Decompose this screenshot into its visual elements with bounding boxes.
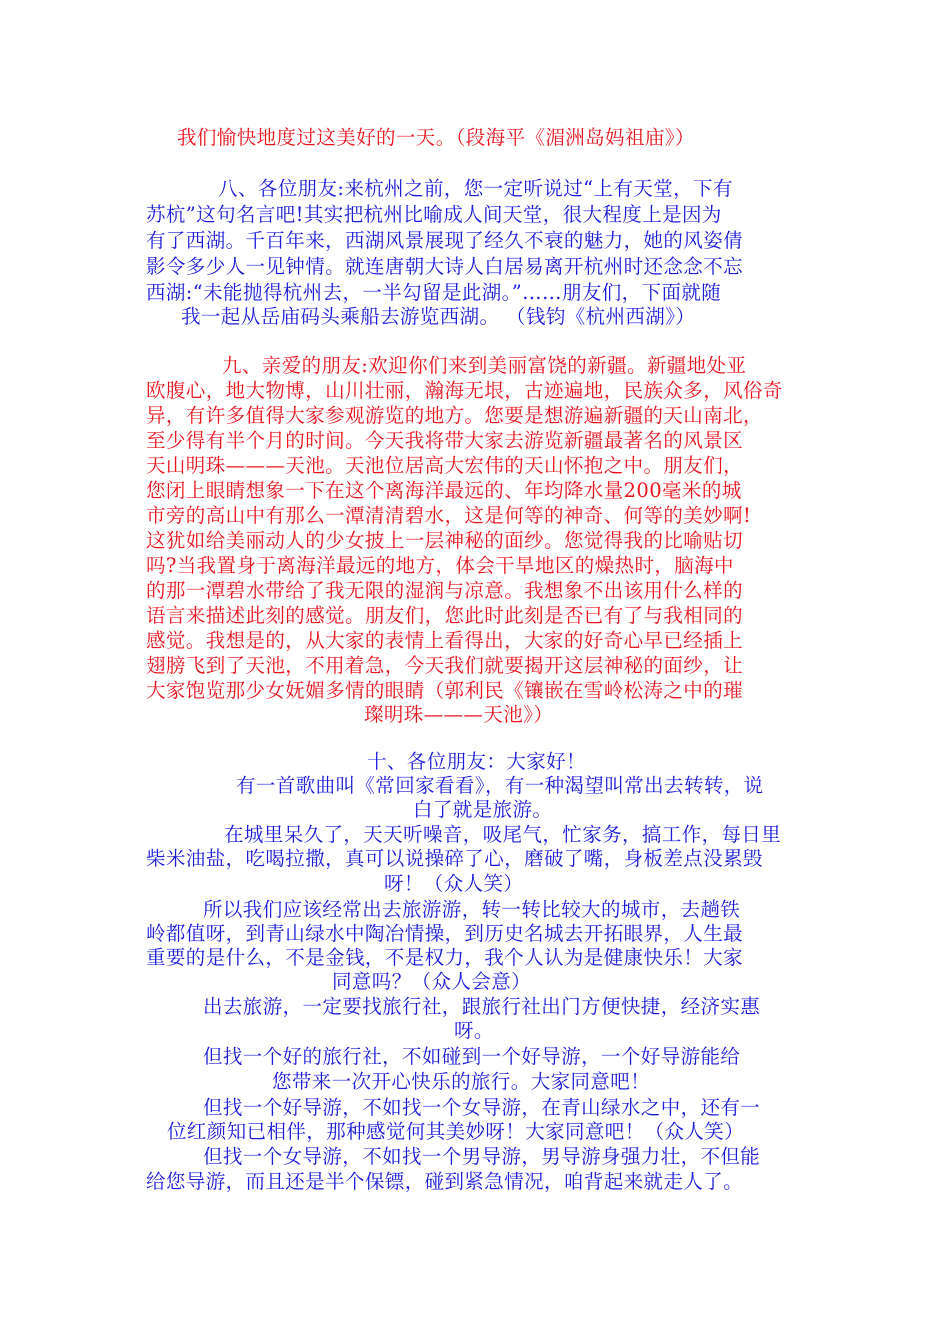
para-8-line: 有了西湖。千百年来，西湖风景展现了经久不衰的魅力，她的风姿倩	[146, 229, 744, 252]
para-10-line: 有一首歌曲叫《常回家看看》，有一种渴望叫常出去转转，说	[236, 774, 764, 797]
para-9-line: 吗?当我置身于离海洋最远的地方，体会干旱地区的燥热时，脑海中	[146, 554, 734, 577]
para-8-line: 苏杭”这句名言吧!其实把杭州比喻成人间天堂，很大程度上是因为	[146, 203, 722, 226]
para-10-line: 呀。	[454, 1019, 494, 1042]
para-8-line: 我一起从岳庙码头乘船去游览西湖。 （钱钧《杭州西湖》）	[181, 305, 696, 328]
para-10-line: 同意吗？（众人会意）	[332, 970, 532, 993]
para-9-line: 感觉。我想是的，从大家的表情上看得出，大家的好奇心早已经插上	[146, 629, 744, 652]
para-9-line: 异，有许多值得大家参观游览的地方。您要是想游遍新疆的天山南北，	[146, 404, 763, 427]
para-9-line: 欧腹心，地大物博，山川壮丽，瀚海无垠，古迹遍地，民族众多，风俗奇	[146, 379, 783, 402]
para-9-line: 翅膀飞到了天池，不用着急，今天我们就要揭开这层神秘的面纱，让	[146, 654, 744, 677]
para-8-line: 西湖:“未能抛得杭州去，一半勾留是此湖。”……朋友们，下面就随	[146, 281, 722, 304]
para-9-line: 璨明珠———天池》）	[364, 703, 554, 726]
para-intro-line: 我们愉快地度过这美好的一天。（段海平《湄洲岛妈祖庙》）	[177, 126, 695, 149]
para-9-line: 您闭上眼睛想象一下在这个离海洋最远的、年均降水量200毫米的城	[146, 479, 742, 502]
para-9-line: 天山明珠———天池。天池位居高大宏伟的天山怀抱之中。朋友们，	[146, 454, 744, 477]
para-10-line: 但找一个好导游，不如找一个女导游，在青山绿水之中，还有一	[203, 1096, 761, 1119]
para-8-line: 影令多少人一见钟情。就连唐朝大诗人白居易离开杭州时还念念不忘	[146, 255, 744, 278]
para-9-line: 市旁的高山中有那么一潭清清碧水，这是何等的神奇、何等的美妙啊!	[146, 504, 752, 527]
para-10-line: 岭都值呀，到青山绿水中陶冶情操，到历史名城去开拓眼界，人生最	[146, 922, 744, 945]
para-9-line: 的那一潭碧水带给了我无限的湿润与凉意。我想象不出该用什么样的	[146, 579, 744, 602]
para-9-line: 大家饱览那少女妩媚多情的眼睛（郭利民《镶嵌在雪岭松涛之中的璀	[146, 679, 744, 702]
para-9-line: 九、亲爱的朋友:欢迎你们来到美丽富饶的新疆。新疆地处亚	[222, 354, 747, 377]
para-10-line: 但找一个好的旅行社，不如碰到一个好导游，一个好导游能给	[203, 1045, 741, 1068]
para-10-line: 重要的是什么，不是金钱，不是权力，我个人认为是健康快乐！大家	[146, 946, 744, 969]
para-10-line: 白了就是旅游。	[413, 798, 553, 821]
para-9-line: 这犹如给美丽动人的少女披上一层神秘的面纱。您觉得我的比喻贴切	[146, 529, 744, 552]
para-10-line: 位红颜知已相伴，那种感觉何其美妙呀！大家同意吧！（众人笑）	[167, 1120, 745, 1143]
para-10-line: 所以我们应该经常出去旅游游，转一转比较大的城市，去趟铁	[203, 898, 741, 921]
para-8-line: 八、各位朋友:来杭州之前，您一定听说过“上有天堂，下有	[218, 177, 733, 200]
para-10-line: 但找一个女导游，不如找一个男导游，男导游身强力壮，不但能	[203, 1145, 761, 1168]
para-10-line: 给您导游，而且还是半个保镖，碰到紧急情况，咱背起来就走人了。	[146, 1170, 744, 1193]
para-10-line: 十、各位朋友：大家好！	[367, 750, 586, 773]
para-10-line: 在城里呆久了，天天听噪音，吸尾气，忙家务，搞工作，每日里	[224, 823, 782, 846]
para-10-line: 出去旅游，一定要找旅行社，跟旅行社出门方便快捷，经济实惠	[203, 995, 761, 1018]
para-10-line: 柴米油盐，吃喝拉撒，真可以说操碎了心，磨破了嘴，身板差点没累毁	[146, 847, 763, 870]
para-9-line: 至少得有半个月的时间。今天我将带大家去游览新疆最著名的风景区	[146, 429, 744, 452]
para-10-line: 呀！（众人笑）	[384, 872, 524, 895]
para-10-line: 您带来一次开心快乐的旅行。大家同意吧！	[272, 1070, 651, 1093]
para-9-line: 语言来描述此刻的感觉。朋友们，您此时此刻是否已有了与我相同的	[146, 604, 744, 627]
